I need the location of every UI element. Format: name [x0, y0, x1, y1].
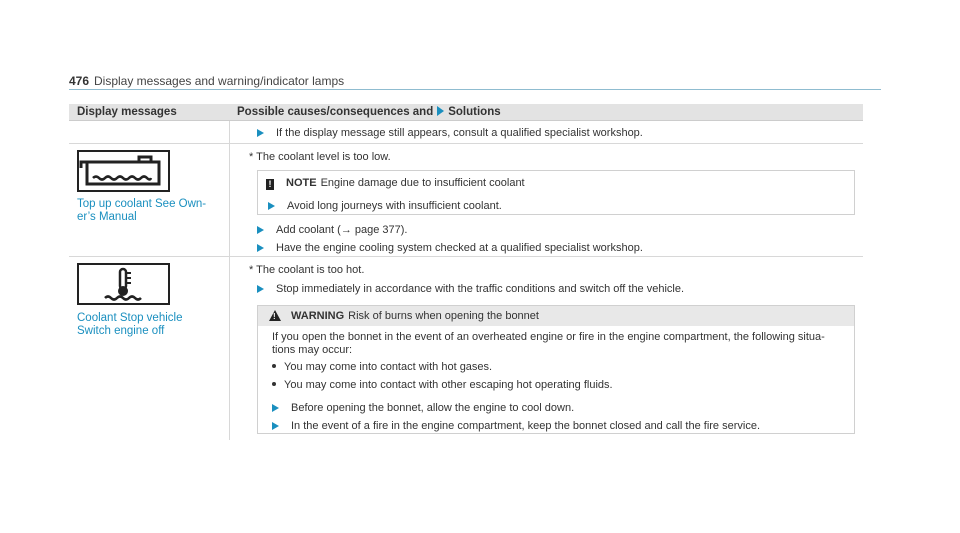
warning-text: tions may occur: [272, 344, 353, 356]
list-item: You may come into contact with other escaping hot operating fluids. [272, 379, 613, 391]
table-row [69, 257, 863, 441]
note-header: ! NOTE Engine damage due to insufficient coolant [266, 177, 525, 190]
cause-text: * The coolant level is too low. [249, 151, 391, 163]
cause-text: * The coolant is too hot. [249, 264, 365, 276]
column-header-display-messages: Display messages [77, 106, 177, 118]
warning-box [257, 305, 855, 434]
step-arrow-icon [257, 129, 264, 137]
causes-label: Possible causes/consequences and [237, 106, 434, 118]
step-arrow-icon [272, 422, 279, 430]
solution-step: Stop immediately in accordance with the traffic conditions and switch off the vehicle. [257, 283, 684, 295]
display-message-coolant-hot: Coolant Stop vehicle Switch engine off [77, 312, 183, 337]
table-row [69, 122, 863, 144]
page-header [69, 72, 881, 90]
step-arrow-icon [257, 285, 264, 293]
step-arrow-icon [257, 244, 264, 252]
display-message-coolant-level: Top up coolant See Own- er’s Manual [77, 198, 207, 223]
bullet-icon [272, 364, 276, 368]
note-exclamation-icon: ! [266, 179, 274, 190]
column-header-causes-solutions [237, 106, 501, 118]
list-item: You may come into contact with hot gases. [272, 361, 492, 373]
solution-step: Before opening the bonnet, allow the engine to cool down. [272, 402, 574, 414]
solution-step: Add coolant (→ page 377). [257, 224, 407, 236]
coolant-temperature-icon [77, 263, 170, 305]
page-title: Display messages and warning/indicator lamps [94, 74, 345, 88]
table-row [69, 144, 863, 257]
coolant-level-icon [77, 150, 170, 192]
step-arrow-icon [272, 404, 279, 412]
step-arrow-icon [257, 226, 264, 234]
bullet-icon [272, 382, 276, 386]
warning-header: ! WARNING Risk of burns when opening the bonnet [258, 306, 854, 326]
step-arrow-icon [268, 202, 275, 210]
note-box [257, 170, 855, 215]
solutions-label: Solutions [448, 106, 501, 118]
solution-step: In the event of a fire in the engine compartment, keep the bonnet closed and call the fire service. [272, 420, 760, 432]
solution-step: If the display message still appears, consult a qualified specialist workshop. [257, 127, 643, 139]
warning-triangle-icon [269, 310, 281, 321]
solution-arrow-icon [437, 106, 444, 116]
warning-text: If you open the bonnet in the event of an overheated engine or fire in the engine compartment, the following situa- [272, 331, 825, 343]
solution-step: Avoid long journeys with insufficient coolant. [268, 200, 502, 212]
page-number: 476 [69, 74, 90, 88]
display-messages-table [69, 104, 863, 432]
table-header [69, 104, 863, 121]
solution-step: Have the engine cooling system checked at a qualified specialist workshop. [257, 242, 643, 254]
